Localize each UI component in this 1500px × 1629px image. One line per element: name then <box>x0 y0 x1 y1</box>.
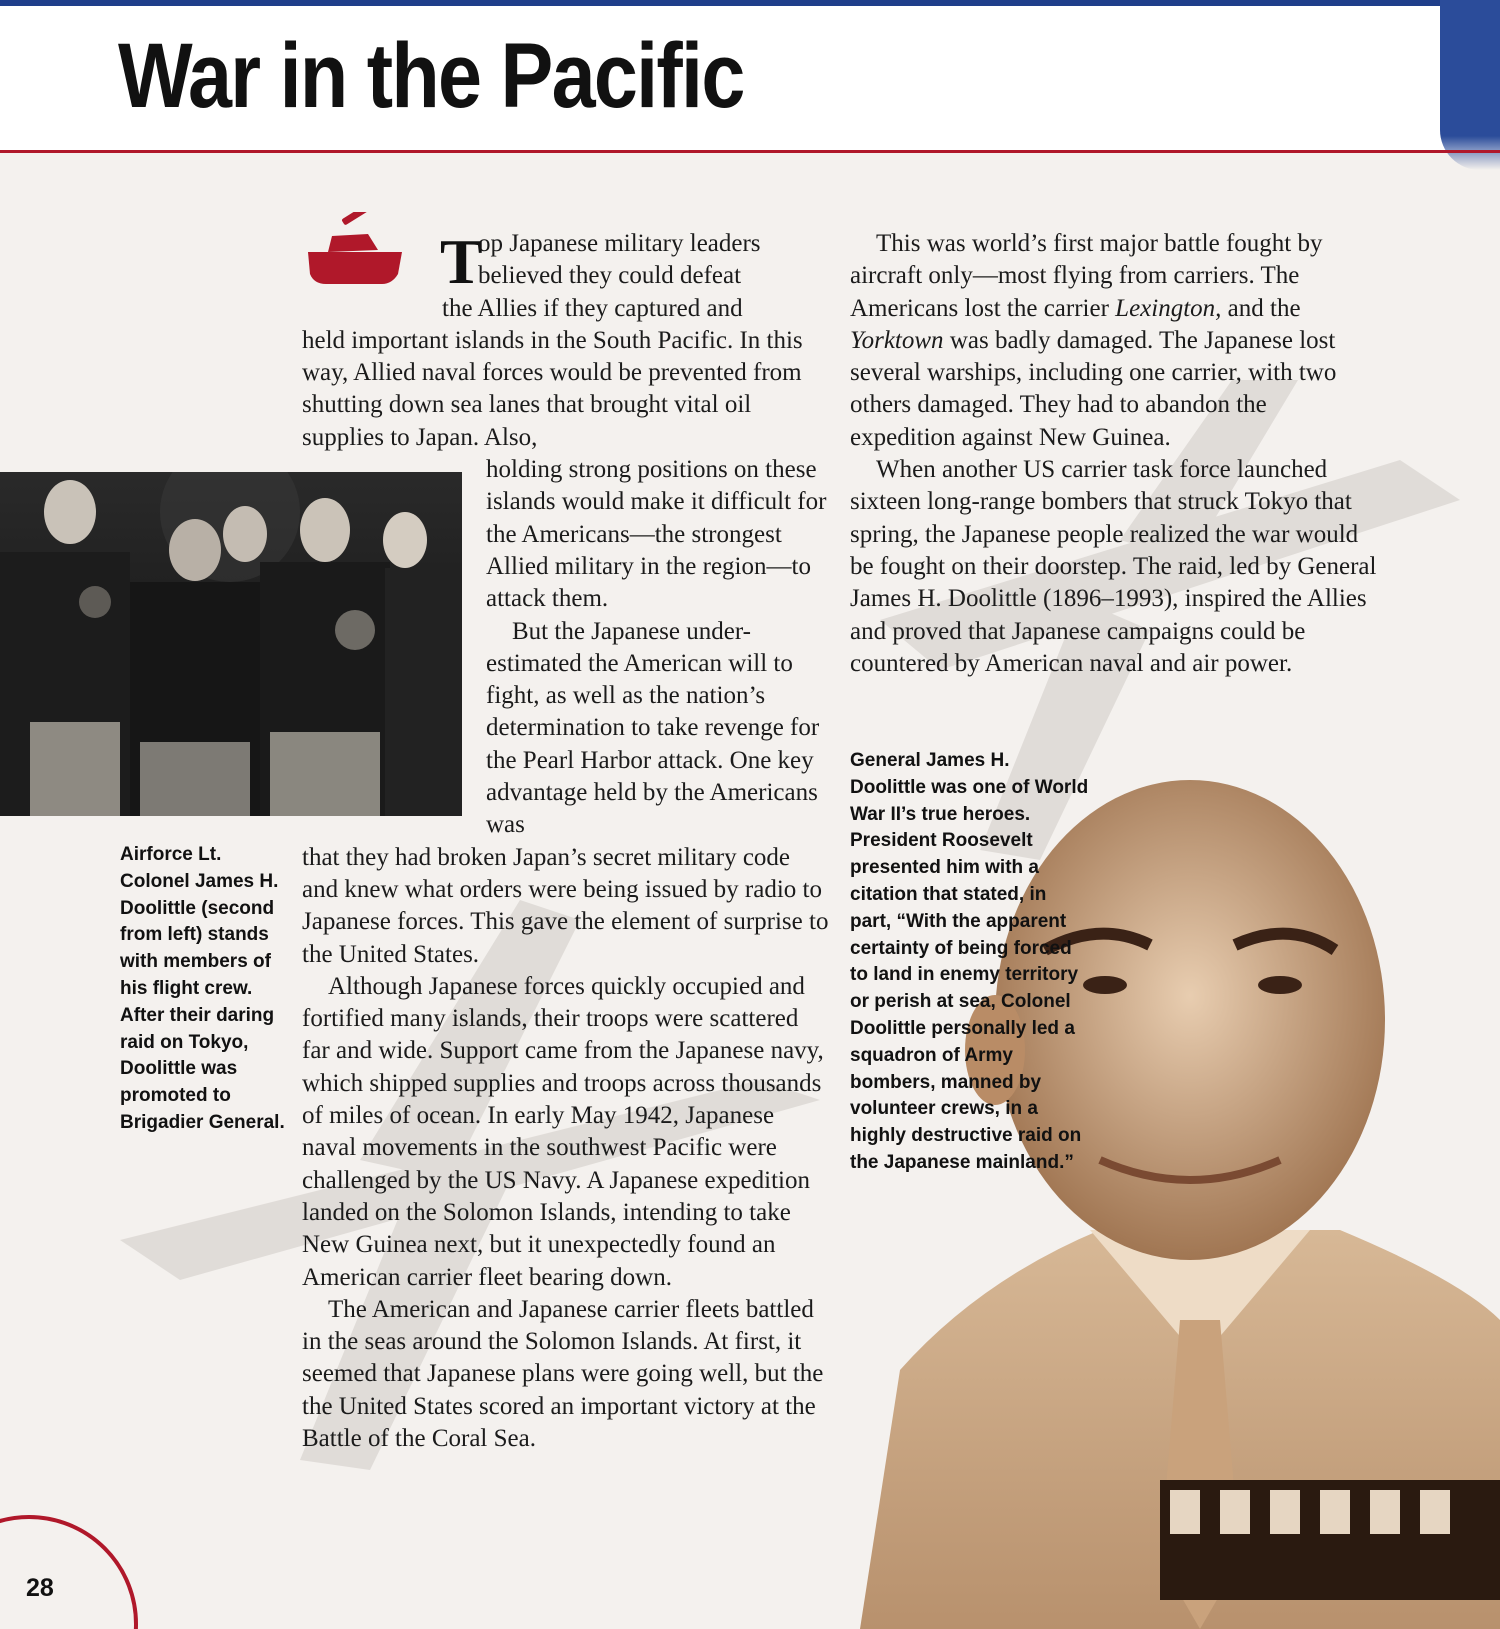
intro-line-3: the Allies if they captured and <box>442 294 743 322</box>
page-title: War in the Pacific <box>118 25 744 127</box>
lexington-name: Lexington, <box>1115 294 1222 322</box>
paragraph-5 <box>850 228 1378 454</box>
paragraph-1-wide: held important islands in the South Pacific. In this way, Allied naval forces would be prevented from shutting down sea lanes that brought vital oil supplies to Japan. Also, <box>302 326 803 451</box>
drop-cap: T <box>440 226 483 297</box>
intro-line-2: believed they could defeat <box>478 262 742 290</box>
caption-doolittle-portrait: General James H. Doolittle was one of World War II’s true heroes. President Roosevelt presented him with a citation that stated, in part, “With the apparent certainty of being forced to land in enemy territory or perish at sea, Colonel Doolittle personally led a squadron of Army bombers, manned by volunteer crews, in a highly destructive raid on the Japanese mainland.” <box>850 750 1089 1173</box>
intro-line-1: op Japanese military leaders <box>478 230 761 257</box>
paragraph-6: When another US carrier task force launched sixteen long-range bombers that struck Tokyo that spring, the Japanese people realized the war would be fought on their doorstep. The raid, led by General James H. Doolittle (1896–1993), inspired the Allies and proved that Japanese campaigns could be countered by American naval and air power. <box>850 456 1377 677</box>
paragraph-4: The American and Japanese carrier fleets battled in the seas around the Solomon Islands. At first, it seemed that Japanese plans were going well, but the the United States scored an important victory at the Battle of the Coral Sea. <box>302 1295 824 1452</box>
intro-block <box>302 228 830 325</box>
paragraph-2-narrow: But the Japanese under-estimated the American will to fight, as well as the nation’s determination to take revenge for the Pearl Harbor attack. One key advantage held by the Americans was <box>486 617 820 839</box>
corner-decoration <box>1440 0 1500 170</box>
paragraph-5-text-a: This was world’s first major battle fought by aircraft only—most flying from carriers. The Americans lost the carrier <box>850 230 1323 322</box>
header-rule <box>0 150 1500 153</box>
paragraph-1-narrow: holding strong positions on these islands would make it difficult for the Americans—the strongest Allied military in the region—to attack them. <box>486 456 827 613</box>
paragraph-5-text-b: and the <box>1221 294 1301 322</box>
body-column-left <box>302 228 830 1455</box>
caption-crew-photo: Airforce Lt. Colonel James H. Doolittle (second from left) stands with members of his flight crew. After their daring raid on Tokyo, Doolittle was promoted to Brigadier General. <box>120 844 285 1133</box>
paragraph-5-text-c: was badly damaged. The Japanese lost several warships, including one carrier, with two others damaged. They had to abandon the expedition against New Guinea. <box>850 326 1337 451</box>
yorktown-name: Yorktown <box>850 326 944 354</box>
top-color-band <box>0 0 1500 6</box>
paragraph-3: Although Japanese forces quickly occupied and fortified many islands, their troops were scattered far and wide. Support came from the Japanese navy, which shipped supplies and troops across thousands of miles of ocean. In early May 1942, Japanese naval movements in the southwest Pacific were challenged by the US Navy. A Japanese expedition landed on the Solomon Islands, intending to take New Guinea next, but it unexpectedly found an American carrier fleet bearing down. <box>302 972 824 1291</box>
body-column-right <box>850 228 1378 680</box>
page-number: 28 <box>26 1574 54 1602</box>
paragraph-2-wide: that they had broken Japan’s secret military code and knew what orders were being issued by radio to Japanese forces. This gave the element of surprise to the United States. <box>302 843 829 968</box>
